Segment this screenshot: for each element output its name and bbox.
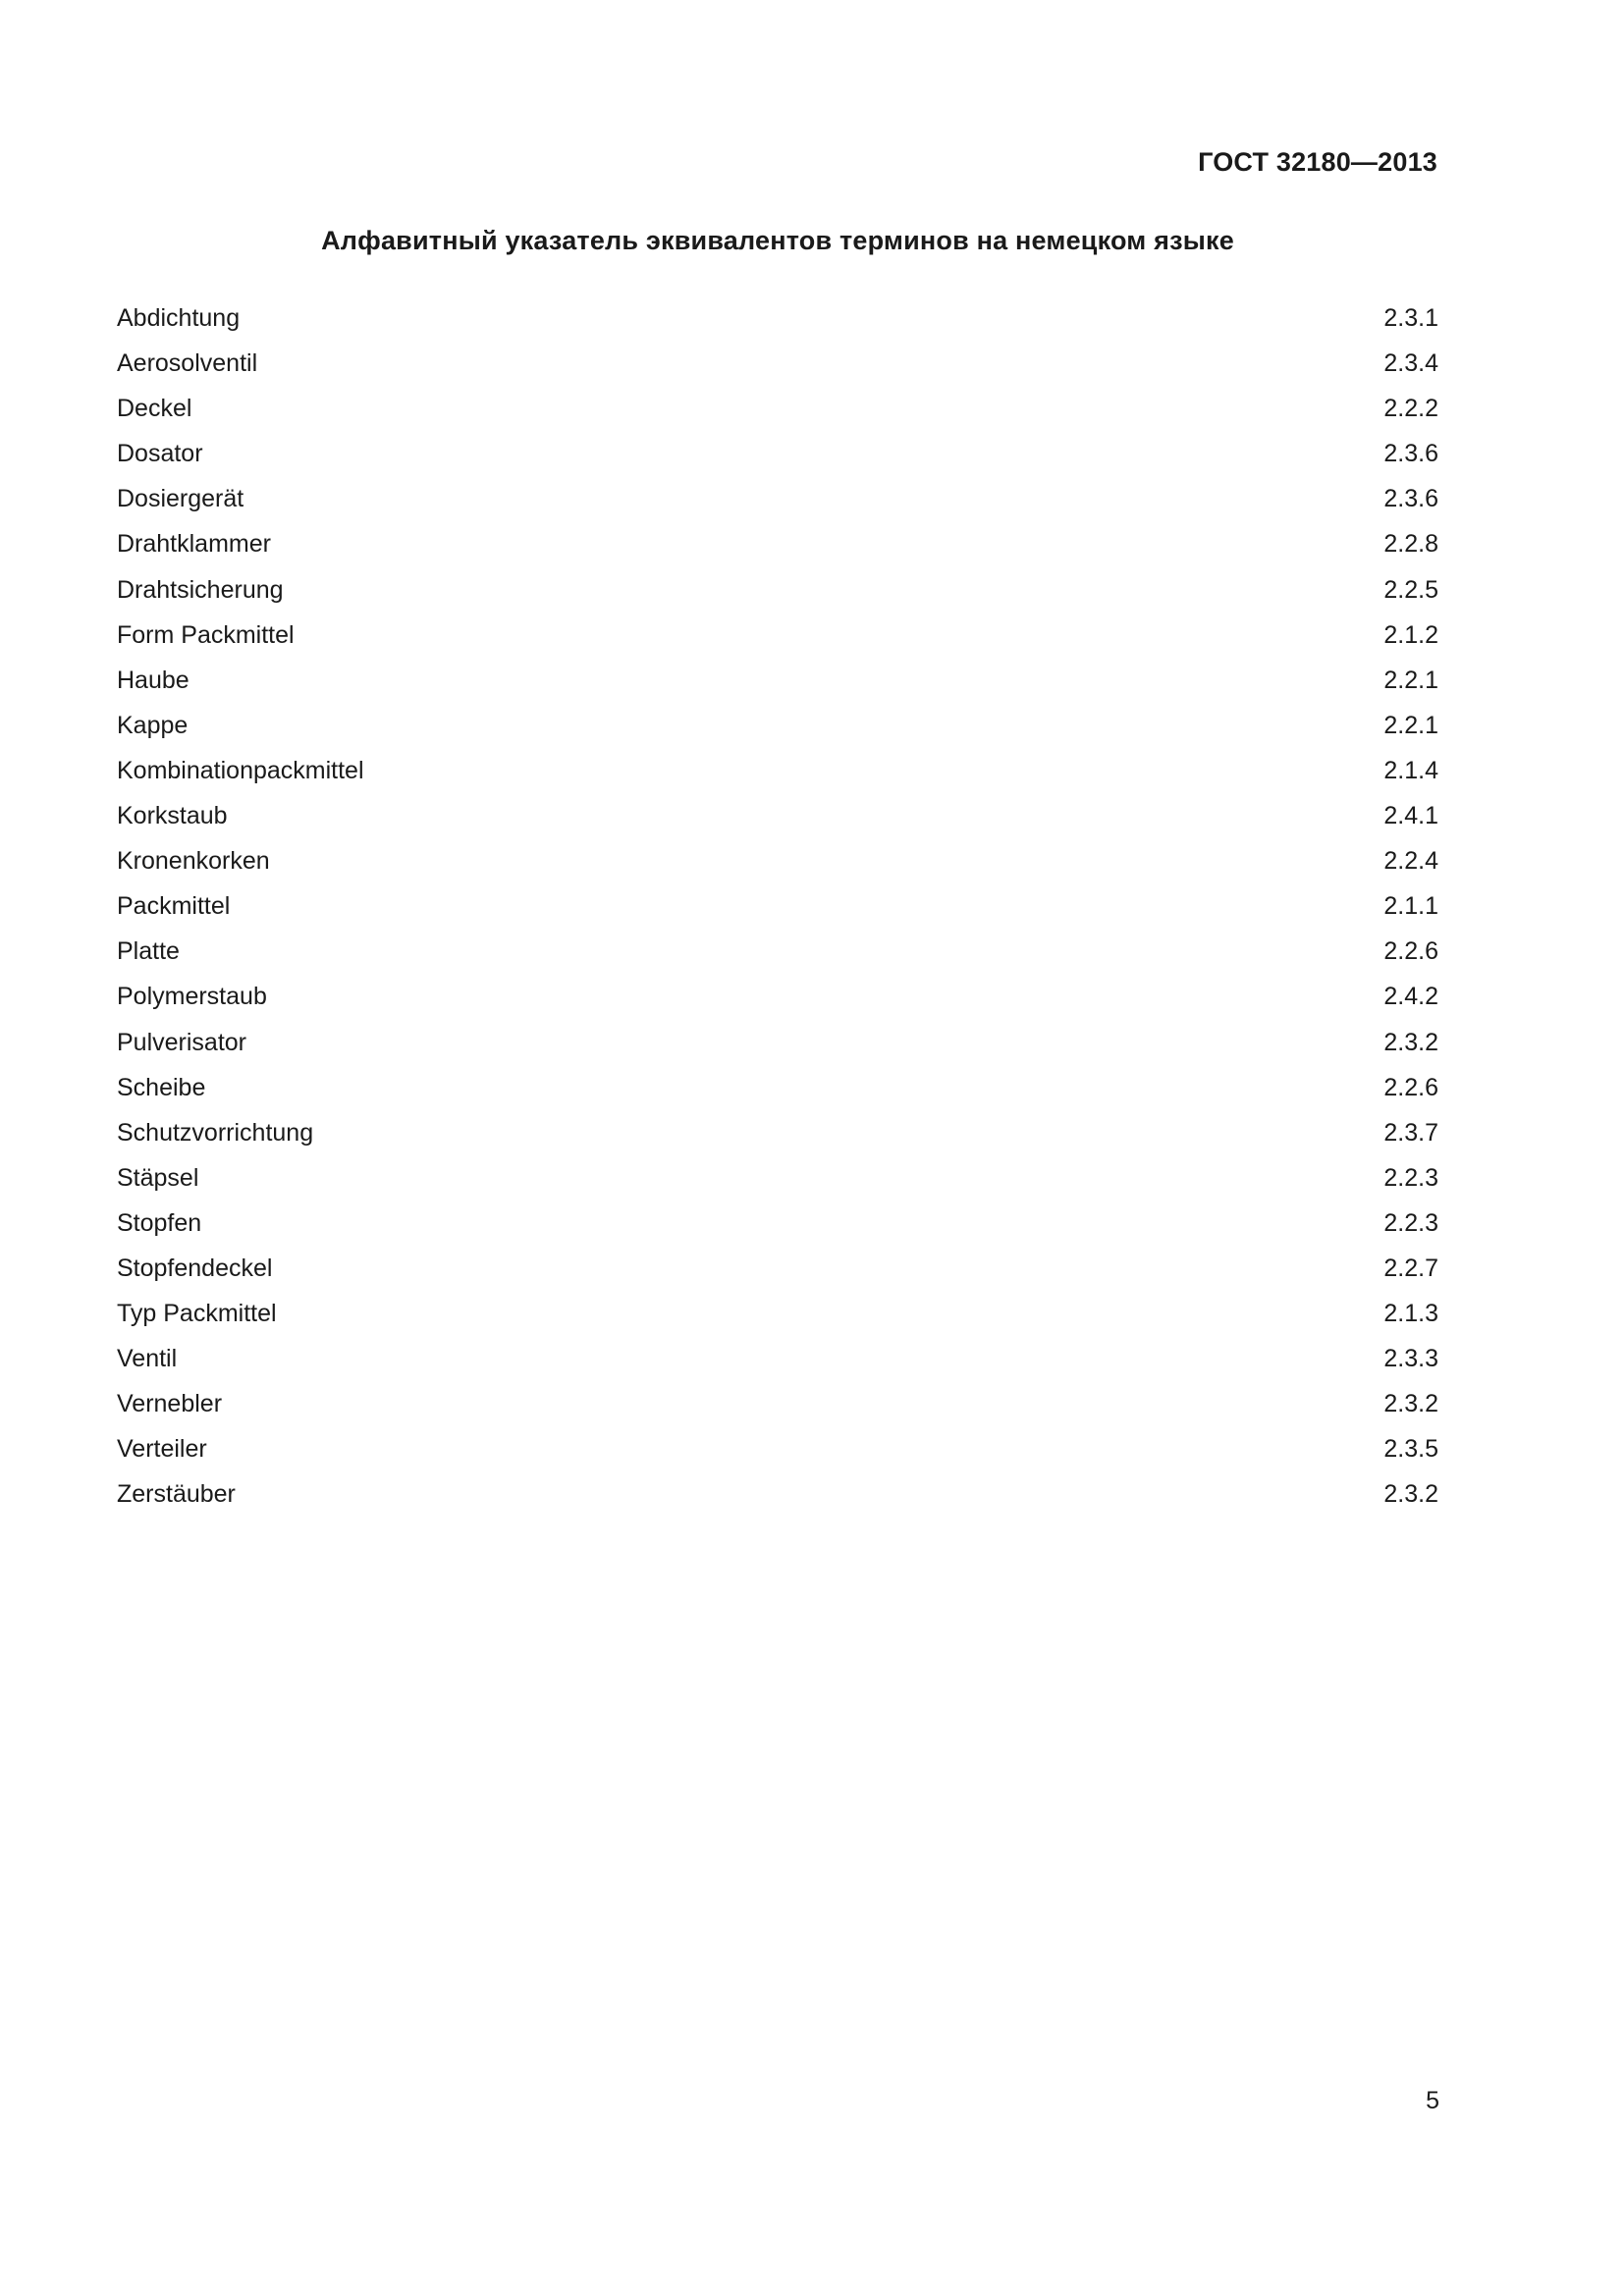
standard-designation: ГОСТ 32180—2013 xyxy=(1198,147,1437,177)
index-reference: 2.2.1 xyxy=(1383,711,1438,739)
index-term: Platte xyxy=(117,937,180,966)
index-term: Kronenkorken xyxy=(117,847,270,876)
index-entry xyxy=(117,439,1438,484)
index-reference: 2.2.6 xyxy=(1383,937,1438,966)
index-entry xyxy=(117,1479,1438,1524)
index-entry xyxy=(117,846,1438,891)
index-reference: 2.2.3 xyxy=(1383,1163,1438,1192)
index-entry xyxy=(117,348,1438,394)
index-entry xyxy=(117,801,1438,846)
index-reference: 2.3.4 xyxy=(1383,349,1438,378)
index-entry xyxy=(117,666,1438,711)
index-reference: 2.3.7 xyxy=(1383,1118,1438,1147)
index-entry xyxy=(117,711,1438,756)
index-entry xyxy=(117,1389,1438,1434)
index-entry xyxy=(117,575,1438,620)
index-reference: 2.3.1 xyxy=(1383,304,1438,332)
index-reference: 2.3.3 xyxy=(1383,1345,1438,1373)
index-term: Vernebler xyxy=(117,1390,223,1418)
index-term: Stopfen xyxy=(117,1208,202,1237)
index-reference: 2.1.4 xyxy=(1383,756,1438,784)
index-term: Stopfendeckel xyxy=(117,1254,273,1282)
index-term: Verteiler xyxy=(117,1435,207,1464)
index-term: Kappe xyxy=(117,711,189,739)
index-reference: 2.3.6 xyxy=(1383,440,1438,468)
index-term: Ventil xyxy=(117,1345,178,1373)
index-reference: 2.2.5 xyxy=(1383,575,1438,604)
index-entry xyxy=(117,1208,1438,1254)
index-entry xyxy=(117,1344,1438,1389)
index-reference: 2.2.3 xyxy=(1383,1208,1438,1237)
index-reference: 2.1.1 xyxy=(1383,892,1438,921)
index-entry xyxy=(117,891,1438,936)
index-reference: 2.2.2 xyxy=(1383,395,1438,423)
index-entry xyxy=(117,303,1438,348)
index-list xyxy=(117,303,1438,1525)
index-entry xyxy=(117,484,1438,529)
page-number: 5 xyxy=(1426,2087,1439,2114)
index-reference: 2.4.2 xyxy=(1383,983,1438,1011)
index-term: Dosiergerät xyxy=(117,485,244,513)
index-term: Pulverisator xyxy=(117,1028,246,1056)
index-entry xyxy=(117,1163,1438,1208)
index-reference: 2.3.2 xyxy=(1383,1028,1438,1056)
index-reference: 2.1.3 xyxy=(1383,1300,1438,1328)
index-entry xyxy=(117,756,1438,801)
index-entry xyxy=(117,1254,1438,1299)
index-term: Typ Packmittel xyxy=(117,1300,277,1328)
index-reference: 2.3.5 xyxy=(1383,1435,1438,1464)
index-reference: 2.3.2 xyxy=(1383,1390,1438,1418)
index-reference: 2.2.6 xyxy=(1383,1073,1438,1101)
index-term: Drahtsicherung xyxy=(117,575,284,604)
index-term: Abdichtung xyxy=(117,304,241,332)
index-reference: 2.1.2 xyxy=(1383,620,1438,649)
index-term: Kombinationpackmittel xyxy=(117,756,364,784)
index-entry xyxy=(117,936,1438,982)
index-reference: 2.4.1 xyxy=(1383,802,1438,830)
index-entry xyxy=(117,1118,1438,1163)
index-entry xyxy=(117,620,1438,666)
index-term: Zerstäuber xyxy=(117,1480,236,1509)
index-term: Packmittel xyxy=(117,892,231,921)
index-reference: 2.2.8 xyxy=(1383,530,1438,559)
index-term: Form Packmittel xyxy=(117,620,295,649)
index-term: Korkstaub xyxy=(117,802,228,830)
index-entry xyxy=(117,982,1438,1027)
index-term: Schutzvorrichtung xyxy=(117,1118,314,1147)
index-reference: 2.2.1 xyxy=(1383,666,1438,694)
index-entry xyxy=(117,1299,1438,1344)
index-reference: 2.3.2 xyxy=(1383,1480,1438,1509)
index-term: Haube xyxy=(117,666,189,694)
index-term: Scheibe xyxy=(117,1073,206,1101)
index-reference: 2.2.4 xyxy=(1383,847,1438,876)
index-term: Deckel xyxy=(117,395,192,423)
index-entry xyxy=(117,1028,1438,1073)
index-entry xyxy=(117,1073,1438,1118)
index-entry xyxy=(117,1434,1438,1479)
index-entry xyxy=(117,394,1438,439)
index-term: Aerosolventil xyxy=(117,349,258,378)
index-term: Polymerstaub xyxy=(117,983,267,1011)
index-term: Drahtklammer xyxy=(117,530,271,559)
index-reference: 2.3.6 xyxy=(1383,485,1438,513)
index-title: Алфавитный указатель эквивалентов терминов на немецком языке xyxy=(321,226,1234,255)
index-reference: 2.2.7 xyxy=(1383,1254,1438,1282)
index-term: Stäpsel xyxy=(117,1163,199,1192)
index-term: Dosator xyxy=(117,440,203,468)
index-entry xyxy=(117,529,1438,574)
